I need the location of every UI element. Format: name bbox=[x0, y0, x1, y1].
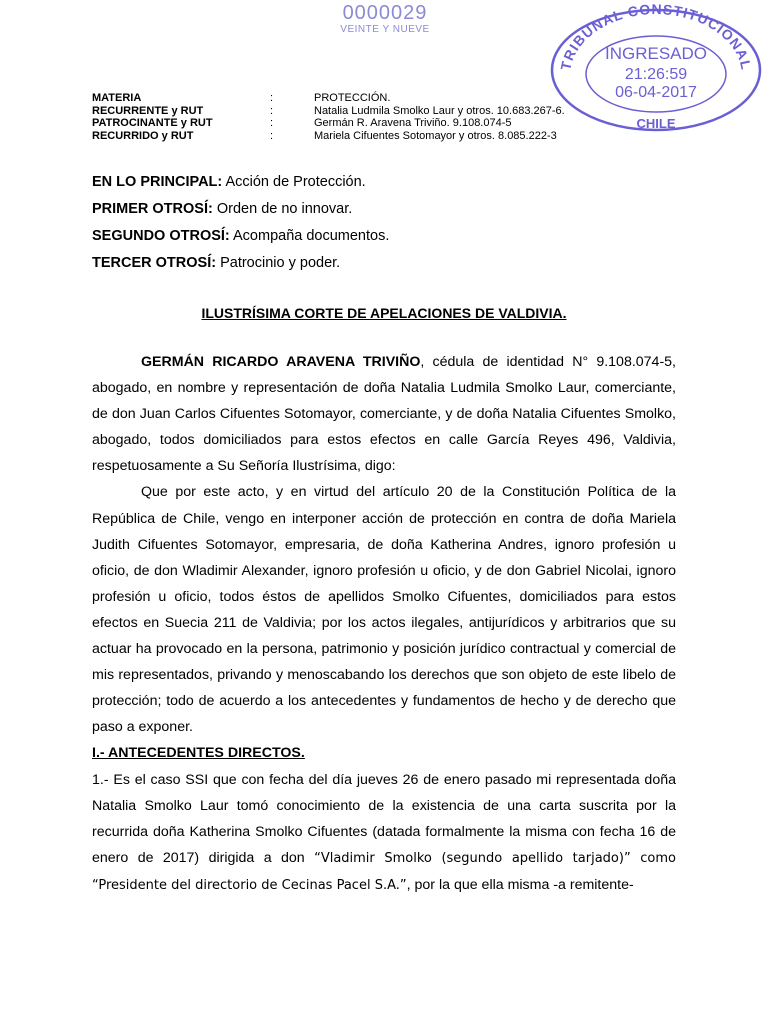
summary-label: TERCER OTROSÍ: bbox=[92, 255, 217, 271]
summary-row-segundo-otrosi bbox=[92, 226, 389, 253]
summary-label: SEGUNDO OTROSÍ: bbox=[92, 228, 230, 244]
meta-label: RECURRENTE y RUT bbox=[92, 104, 204, 117]
section-title: I.- ANTECEDENTES DIRECTOS bbox=[92, 745, 301, 762]
meta-label: MATERIA bbox=[92, 92, 142, 104]
quoted-addressee: “Vladimir Smolko (segundo apellido tarjado)” como “Presidente del directorio de Cecinas Pacel S.A.” bbox=[92, 850, 676, 893]
meta-value: PROTECCIÓN. bbox=[314, 92, 391, 104]
summary-row-principal bbox=[92, 172, 389, 199]
section-title-dot: . bbox=[300, 745, 305, 762]
paragraph-introduction bbox=[92, 349, 676, 479]
folio-number-block bbox=[300, 2, 470, 35]
petition-summary bbox=[92, 172, 389, 280]
meta-colon: : bbox=[270, 129, 274, 142]
paragraph-antecedente-1 bbox=[92, 767, 676, 899]
paragraph-text: 1.- Es el caso SSI que con fecha del día jueves 26 de enero pasado mi representada doña Natalia Smolko Laur tomó conocimiento de la existencia de una carta suscrita por la recurrida doña Katherina Smolko Cifuentes (datada formalmente la misma con fecha 16 de enero de 2017) dirigida a don bbox=[92, 771, 676, 866]
court-heading: ILUSTRÍSIMA CORTE DE APELACIONES DE VALDIVIA. bbox=[201, 305, 567, 321]
meta-colon: : bbox=[270, 104, 274, 117]
paragraph-text: , por la que ella misma -a remitente- bbox=[406, 876, 634, 893]
summary-row-primer-otrosi bbox=[92, 199, 389, 226]
stamp-date: 06-04-2017 bbox=[615, 84, 697, 101]
meta-value: Natalia Ludmila Smolko Laur y otros. 10.683.267-6. bbox=[314, 104, 565, 117]
stamp-top-text: TRIBUNAL CONSTITUCIONAL bbox=[557, 2, 755, 72]
summary-text: Patrocinio y poder. bbox=[220, 255, 341, 271]
folio-number-words: VEINTE Y NUEVE bbox=[340, 24, 430, 35]
meta-row-recurrente bbox=[92, 105, 565, 118]
meta-colon: : bbox=[270, 92, 274, 104]
summary-text: Acción de Protección. bbox=[225, 174, 366, 190]
folio-number: 0000029 bbox=[342, 2, 428, 24]
case-metadata bbox=[92, 92, 565, 142]
meta-value: Germán R. Aravena Triviño. 9.108.074-5 bbox=[314, 117, 512, 129]
stamp-seal-icon bbox=[548, 2, 764, 132]
meta-label: PATROCINANTE y RUT bbox=[92, 117, 213, 129]
meta-colon: : bbox=[270, 117, 274, 129]
lawyer-name: GERMÁN RICARDO ARAVENA TRIVIÑO bbox=[141, 354, 421, 370]
summary-row-tercer-otrosi bbox=[92, 253, 389, 280]
stamp-bottom-text: CHILE bbox=[636, 116, 676, 131]
reception-stamp bbox=[548, 2, 764, 132]
summary-text: Acompaña documentos. bbox=[233, 228, 390, 244]
paragraph-action: Que por este acto, y en virtud del artículo 20 de la Constitución Política de la República de Chile, vengo en interponer acción de protección en contra de doña Mariela Judith Cifuentes Sotomayor, empresaria, de doña Katherina Andres, ignoro profesión u oficio, de don Wladimir Alexander, ignoro profesión u oficio, y de don Gabriel Nicolai, ignoro profesión u oficio, todos éstos de apellidos Smolko Cifuentes, domiciliados para estos efectos en Suecia 211 de Valdivia; por los actos ilegales, antijurídicos y arbitrarios que su actuar ha provocado en la persona, patrimonio y posición jurídico contractual y comercial de mis representados, privando y menoscabando los derechos que son objeto de este libelo de protección; todo de acuerdo a los antecedentes y fundamentos de hecho y de derecho que paso a exponer. bbox=[92, 484, 676, 736]
document-body bbox=[92, 349, 676, 899]
stamp-label: INGRESADO bbox=[604, 44, 708, 63]
meta-row-recurrido bbox=[92, 130, 565, 143]
summary-label: EN LO PRINCIPAL: bbox=[92, 174, 223, 190]
paragraph-text: , cédula de identidad N° 9.108.074-5, abogado, en nombre y representación de doña Natalia Ludmila Smolko Laur, comerciante, de don Juan Carlos Cifuentes Sotomayor, comerciante, y de doña Natalia Cifuentes Smolko, abogado, todos domiciliados para estos efectos en calle García Reyes 496, Valdivia, respetuosamente a Su Señoría Ilustrísima, digo: bbox=[92, 354, 677, 475]
summary-label: PRIMER OTROSÍ: bbox=[92, 201, 213, 217]
meta-value: Mariela Cifuentes Sotomayor y otros. 8.085.222-3 bbox=[314, 129, 557, 142]
section-heading-antecedentes bbox=[92, 740, 676, 766]
meta-row-patrocinante bbox=[92, 117, 565, 130]
meta-row-materia bbox=[92, 92, 565, 105]
stamp-time: 21:26:59 bbox=[624, 66, 688, 83]
summary-text: Orden de no innovar. bbox=[216, 201, 353, 217]
meta-label: RECURRIDO y RUT bbox=[92, 129, 194, 142]
